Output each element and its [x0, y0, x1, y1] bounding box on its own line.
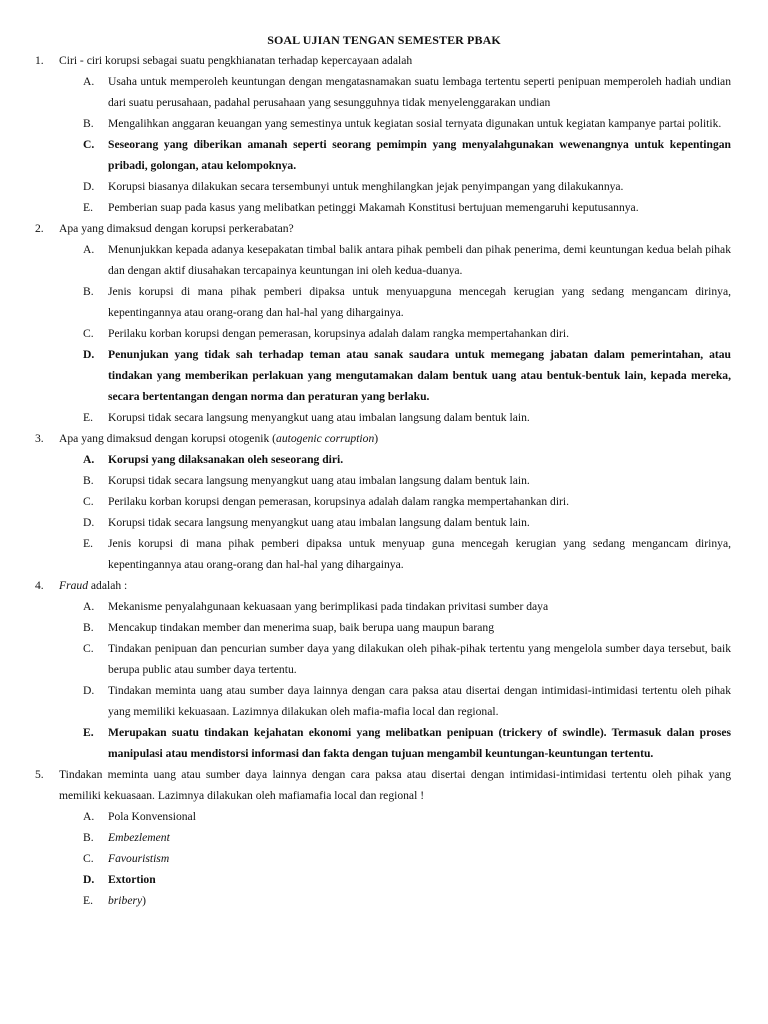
option-text: Usaha untuk memperoleh keuntungan dengan mengatasnamakan suatu lembaga tertentu seperti penipuan memperoleh hadiah undian dari suatu perusahaan, padahal perusahaan yang sesungguhnya tidak menyelenggarakan undian	[108, 75, 731, 109]
question-stem: Tindakan meminta uang atau sumber daya lainnya dengan cara paksa atau disertai dengan intimidasi-intimidasi tertentu oleh pihak yang memiliki kekuasaan. Lazimnya dilakukan oleh mafiamafia local dan regional !	[59, 768, 731, 802]
question-stem-end: )	[374, 432, 379, 445]
option-text: Perilaku korban korupsi dengan pemerasan, korupsinya adalah dalam rangka mempertahankan diri.	[108, 495, 570, 508]
option-letter: C.	[83, 138, 95, 151]
option-c	[0, 491, 768, 512]
option-letter: A.	[83, 810, 95, 823]
question-stem: Ciri - ciri korupsi sebagai suatu pengkhianatan terhadap kepercayaan adalah	[59, 54, 413, 67]
question-2	[0, 218, 768, 428]
option-text: Korupsi yang dilaksanakan oleh seseorang diri.	[108, 453, 344, 466]
option-letter: D.	[83, 873, 95, 886]
option-text: Korupsi tidak secara langsung menyangkut uang atau imbalan langsung dalam bentuk lain.	[108, 474, 530, 487]
option-e	[0, 407, 768, 428]
option-text: Jenis korupsi di mana pihak pemberi dipaksa untuk menyuapguna mencegah kerugian yang sedang mengancam dirinya, kepentingannya atau orang-orang dan hal-hal yang dihargainya.	[108, 285, 731, 319]
option-b	[0, 617, 768, 638]
option-a	[0, 71, 768, 113]
option-text: Pemberian suap pada kasus yang melibatkan petinggi Makamah Konstitusi bertujuan memengaruhi keputusannya.	[108, 201, 639, 214]
option-letter: B.	[83, 621, 94, 634]
question-stem: adalah :	[87, 579, 128, 592]
option-letter: C.	[83, 852, 94, 865]
option-letter: A.	[83, 75, 95, 88]
option-a	[0, 806, 768, 827]
option-c	[0, 323, 768, 344]
question-3	[0, 428, 768, 575]
option-text: Pola Konvensional	[108, 810, 196, 823]
option-a	[0, 239, 768, 281]
option-e-answer	[0, 722, 768, 764]
option-letter: A.	[83, 453, 95, 466]
option-letter: D.	[83, 180, 95, 193]
option-d	[0, 680, 768, 722]
option-letter: E.	[83, 537, 93, 550]
option-c-answer	[0, 134, 768, 176]
option-text: Mekanisme penyalahgunaan kekuasaan yang berimplikasi pada tindakan privitasi sumber daya	[108, 600, 549, 613]
option-text: Merupakan suatu tindakan kejahatan ekonomi yang melibatkan penipuan (trickery of swindle). Termasuk dalan proses manipulasi atau mendistorsi informasi dan fakta dengan tujuan mengambil keuntungan-keuntungan tertentu.	[108, 726, 731, 760]
option-letter: C.	[83, 327, 94, 340]
option-text: Favouristism	[108, 852, 170, 865]
option-d-answer	[0, 344, 768, 407]
option-b	[0, 113, 768, 134]
option-text: Seseorang yang diberikan amanah seperti seorang pemimpin yang menyalahgunakan wewenangnya untuk kepentingan pribadi, golongan, atau kelompoknya.	[108, 138, 731, 172]
question-number: 5.	[35, 768, 44, 781]
option-text: Tindakan penipuan dan pencurian sumber daya yang dilakukan oleh pihak-pihak tertentu yang mengelola sumber daya tersebut, baik berupa public atau sumber daya tertentu.	[108, 642, 731, 676]
option-letter: A.	[83, 600, 95, 613]
option-d-answer	[0, 869, 768, 890]
option-text: Embezlement	[108, 831, 170, 844]
option-letter: D.	[83, 684, 95, 697]
question-text	[0, 50, 768, 71]
question-text	[0, 575, 768, 596]
option-letter: E.	[83, 726, 94, 739]
option-letter: B.	[83, 285, 94, 298]
option-letter: C.	[83, 495, 94, 508]
option-text: Korupsi biasanya dilakukan secara tersembunyi untuk menghilangkan jejak penyimpangan yang dilakukannya.	[108, 180, 624, 193]
option-c	[0, 848, 768, 869]
option-text: Tindakan meminta uang atau sumber daya lainnya dengan cara paksa atau disertai dengan intimidasi-intimidasi tertentu oleh pihak yang memiliki kekuasaan. Lazimnya dilakukan oleh mafia-mafia local dan regional.	[108, 684, 731, 718]
question-stem: Apa yang dimaksud dengan korupsi otogenik (	[59, 432, 277, 445]
option-text: Menunjukkan kepada adanya kesepakatan timbal balik antara pihak pembeli dan pihak penerima, demi keuntungan kedua belah pihak dan dengan aktif diusahakan tercapainya keuntungan ini oleh kedua-duanya.	[108, 243, 731, 277]
option-text: Korupsi tidak secara langsung menyangkut uang atau imbalan langsung dalam bentuk lain.	[108, 516, 530, 529]
option-text: bribery	[108, 894, 143, 907]
option-a-answer	[0, 449, 768, 470]
option-letter: A.	[83, 243, 95, 256]
question-text	[0, 428, 768, 449]
option-d	[0, 512, 768, 533]
option-text: Penunjukan yang tidak sah terhadap teman atau sanak saudara untuk memegang jabatan dalam pemerintahan, atau tindakan yang memberikan perlakuan yang mengutamakan dalam bentuk uang atau bentuk-bentuk lain, kepada mereka, secara bertentangan dengan norma dan peraturan yang berlaku.	[108, 348, 731, 403]
question-4	[0, 575, 768, 764]
option-text: Extortion	[108, 873, 156, 886]
option-letter: C.	[83, 642, 94, 655]
question-term: autogenic corruption	[276, 432, 375, 445]
option-e	[0, 533, 768, 575]
question-stem: Apa yang dimaksud dengan korupsi perkerabatan?	[59, 222, 294, 235]
option-c	[0, 638, 768, 680]
option-text: Mencakup tindakan member dan menerima suap, baik berupa uang maupun barang	[108, 621, 495, 634]
page-title: SOAL UJIAN TENGAN SEMESTER PBAK	[267, 33, 501, 47]
question-number: 3.	[35, 432, 44, 445]
question-text	[0, 764, 768, 806]
option-letter: E.	[83, 201, 93, 214]
option-letter: B.	[83, 474, 94, 487]
question-number: 2.	[35, 222, 44, 235]
option-letter: D.	[83, 348, 95, 361]
option-letter: B.	[83, 831, 94, 844]
question-number: 4.	[35, 579, 44, 592]
question-number: 1.	[35, 54, 44, 67]
option-b	[0, 281, 768, 323]
option-b	[0, 470, 768, 491]
option-text: Perilaku korban korupsi dengan pemerasan, korupsinya adalah dalam rangka mempertahankan diri.	[108, 327, 570, 340]
option-b	[0, 827, 768, 848]
option-text: Mengalihkan anggaran keuangan yang semestinya untuk kegiatan sosial ternyata digunakan untuk kegiatan kampanye partai politik.	[108, 117, 722, 130]
option-a	[0, 596, 768, 617]
question-5	[0, 764, 768, 911]
option-letter: E.	[83, 894, 93, 907]
question-1	[0, 50, 768, 218]
option-text: Jenis korupsi di mana pihak pemberi dipaksa untuk menyuap guna mencegah kerugian yang sedang mengancam dirinya, kepentingannya atau orang-orang dan hal-hal yang dihargainya.	[108, 537, 731, 571]
option-letter: D.	[83, 516, 95, 529]
option-letter: E.	[83, 411, 93, 424]
question-text	[0, 218, 768, 239]
option-e	[0, 197, 768, 218]
option-text: Korupsi tidak secara langsung menyangkut uang atau imbalan langsung dalam bentuk lain.	[108, 411, 530, 424]
question-term: Fraud	[59, 579, 88, 592]
option-letter: B.	[83, 117, 94, 130]
option-d	[0, 176, 768, 197]
option-e	[0, 890, 768, 911]
option-text-end: )	[142, 894, 147, 907]
